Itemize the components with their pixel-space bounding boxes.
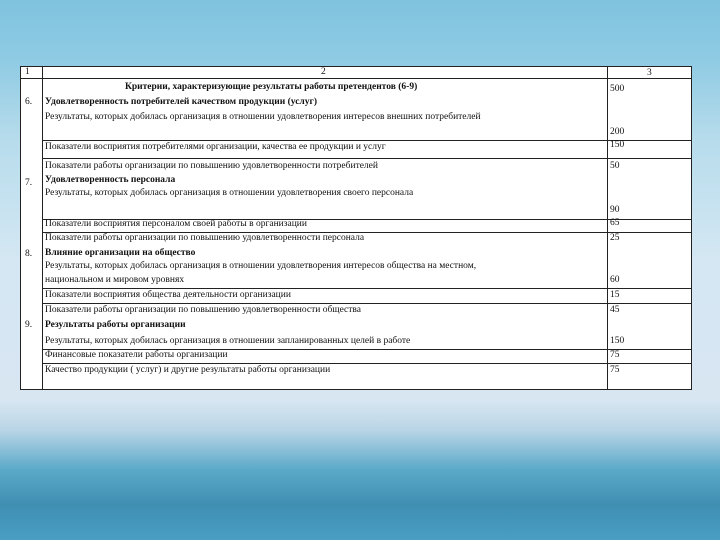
section-number: 6. [25,97,33,107]
criterion-label: Результаты, которых добилась организация в отношении удовлетворения интересов внешних потребителей [45,112,481,122]
criterion-value: 45 [610,305,620,315]
section-heading: Результаты работы организации [45,320,186,330]
criterion-label: Показатели работы организации по повышению удовлетворенности персонала [45,233,365,243]
criterion-label: Показатели работы организации по повышению удовлетворенности общества [45,305,362,315]
criterion-value: 65 [610,218,620,228]
criterion-label: Финансовые показатели работы организации [45,350,228,360]
title-total-value: 500 [610,84,625,94]
row-separator [42,140,691,141]
column-header-3: 3 [647,68,652,78]
criterion-value: 75 [610,350,620,360]
column-header-2: 2 [321,67,326,77]
section-heading: Удовлетворенность потребителей качеством продукции (услуг) [45,97,317,107]
column-divider [42,67,43,389]
column-header-1: 1 [25,67,30,77]
table-title: Критерии, характеризующие результаты работы претендентов (6-9) [125,82,418,92]
criterion-label: Результаты, которых добилась организация в отношении удовлетворения своего персонала [45,188,414,198]
section-number: 9. [25,320,33,330]
criterion-value: 75 [610,365,620,375]
criterion-label: Показатели восприятия персоналом своей работы в организации [45,219,307,229]
criterion-value: 50 [610,161,620,171]
criterion-label: Показатели восприятия потребителями организации, качества ее продукции и услуг [45,142,386,152]
criterion-label: Показатели восприятия общества деятельности организации [45,290,291,300]
criterion-label: Показатели работы организации по повышению удовлетворенности потребителей [45,161,378,171]
criterion-value: 90 [610,205,620,215]
criterion-label: Качество продукции ( услуг) и другие результаты работы организации [45,365,331,375]
criterion-label: Результаты, которых добилась организация в отношении удовлетворения интересов общества на местном, [45,261,477,271]
criterion-label-continued: национальном и мировом уровнях [45,275,185,285]
criterion-value: 150 [610,140,625,150]
row-separator [42,363,691,364]
criterion-label: Результаты, которых добилась организация в отношении запланированных целей в работе [45,336,411,346]
section-heading: Удовлетворенность персонала [45,175,176,185]
section-heading: Влияние организации на общество [45,248,196,258]
row-separator [42,158,691,159]
criterion-value: 60 [610,275,620,285]
criteria-table [20,66,692,390]
column-divider [607,67,608,389]
criterion-value: 150 [610,336,625,346]
row-separator [42,288,691,289]
criterion-value: 200 [610,127,625,137]
section-number: 8. [25,249,33,259]
section-number: 7. [25,178,33,188]
row-separator [42,303,691,304]
header-separator [21,78,691,79]
criterion-value: 25 [610,233,620,243]
criterion-value: 15 [610,290,620,300]
